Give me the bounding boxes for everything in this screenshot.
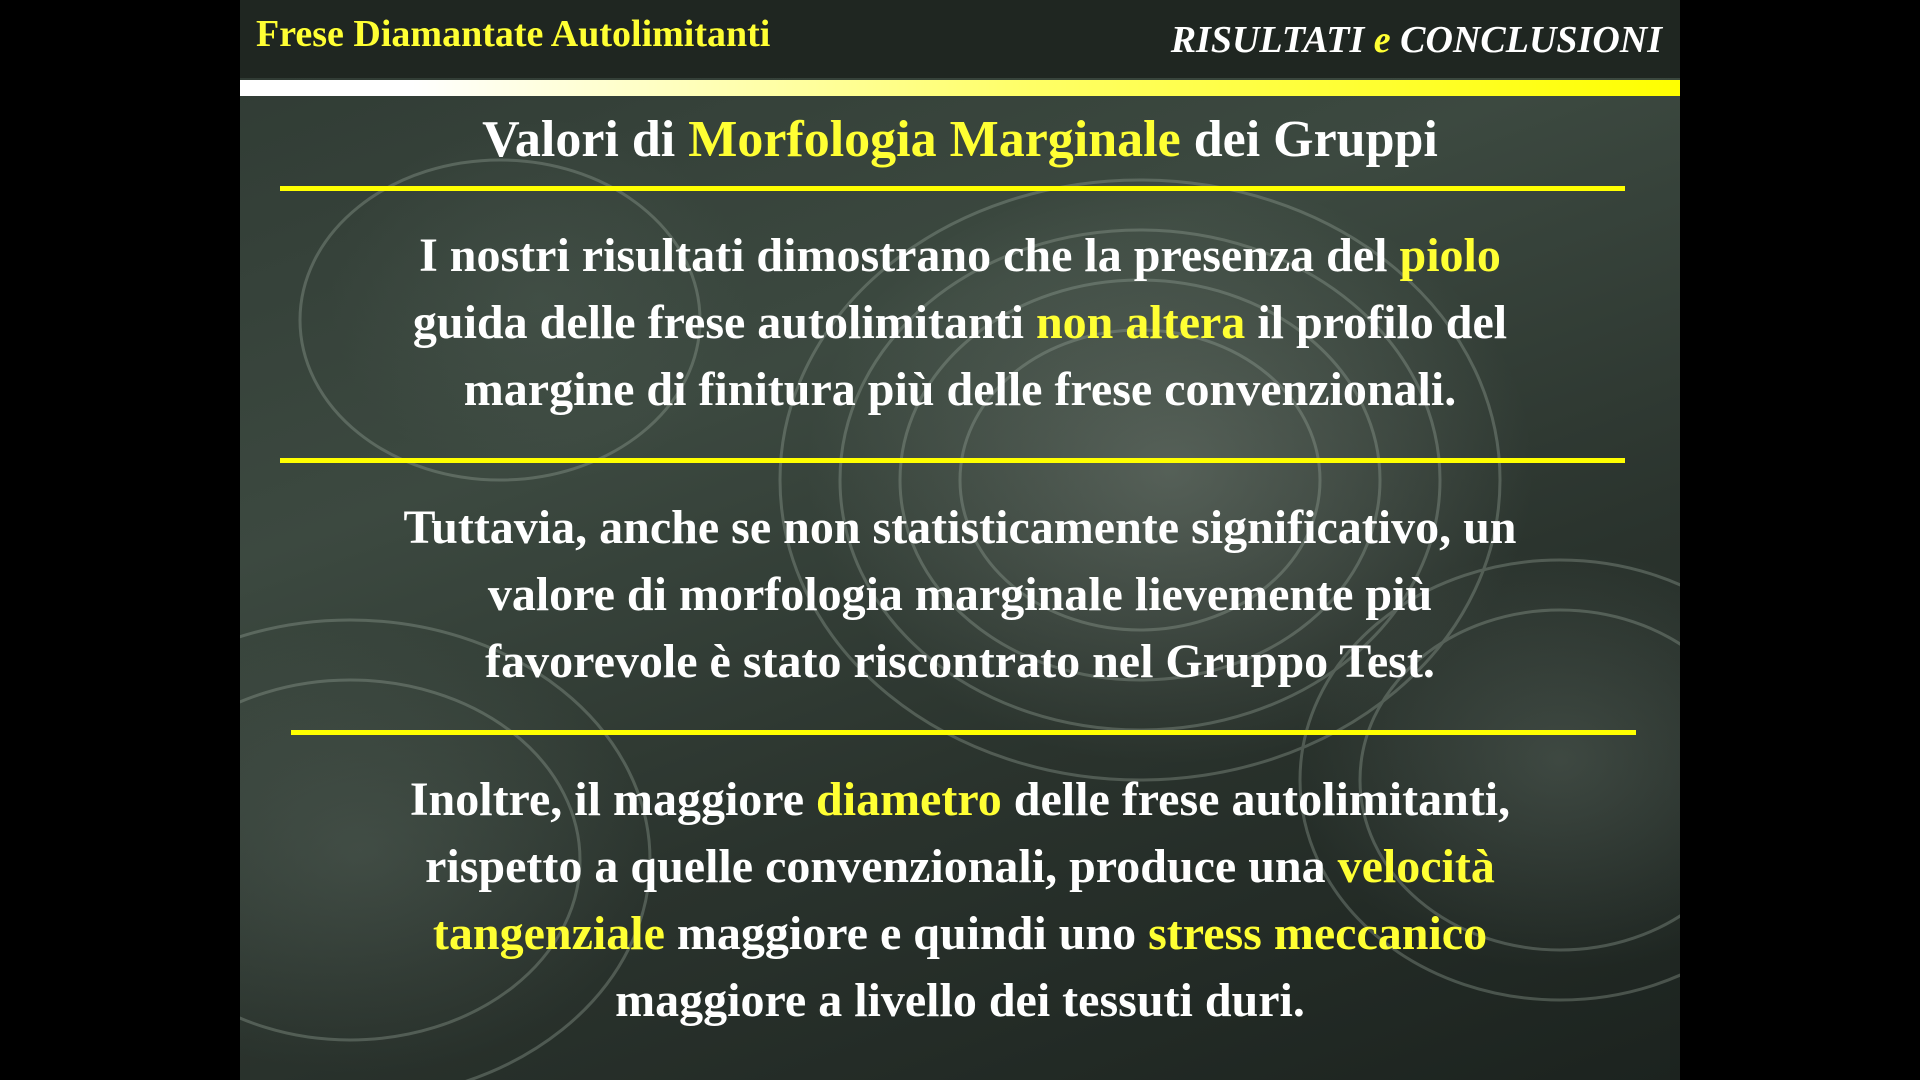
title-pre: Valori di bbox=[482, 111, 676, 168]
p1-l1-text: I nostri risultati dimostrano che la presenza del bbox=[419, 229, 1388, 282]
header-band bbox=[240, 0, 1680, 78]
paragraph-3 bbox=[280, 766, 1640, 1034]
header-gradient-bar bbox=[240, 80, 1680, 96]
divider-rule-3 bbox=[291, 730, 1636, 735]
p1-l2-text-c: il profilo del bbox=[1257, 296, 1508, 349]
p3-l3-text-b: maggiore e quindi uno bbox=[676, 907, 1137, 960]
p3-l2-highlight: velocità bbox=[1337, 840, 1495, 893]
p1-l2-highlight: non altera bbox=[1035, 296, 1246, 349]
paragraph-3-line-4: maggiore a livello dei tessuti duri. bbox=[615, 974, 1305, 1027]
header-right-part2: CONCLUSIONI bbox=[1400, 19, 1662, 61]
paragraph-2-line-2: valore di morfologia marginale lievemente più bbox=[487, 568, 1433, 621]
paragraph-2 bbox=[280, 494, 1640, 695]
paragraph-1 bbox=[280, 222, 1640, 423]
paragraph-2-line-3: favorevole è stato riscontrato nel Gruppo Test. bbox=[485, 635, 1435, 688]
divider-rule-1 bbox=[280, 186, 1625, 191]
paragraph-1-line-1 bbox=[280, 222, 1640, 289]
p1-l2-text-a: guida delle frese autolimitanti bbox=[412, 296, 1024, 349]
slide-title bbox=[240, 110, 1680, 169]
p3-l1-text-a: Inoltre, il maggiore bbox=[409, 773, 805, 826]
paragraph-3-line-1 bbox=[280, 766, 1640, 833]
p3-l2-text-a: rispetto a quelle convenzionali, produce una bbox=[425, 840, 1326, 893]
paragraph-3-line-3 bbox=[280, 900, 1640, 967]
p1-l1-highlight: piolo bbox=[1399, 229, 1501, 282]
header-right-title bbox=[1171, 18, 1662, 62]
p3-l3-highlight-c: stress meccanico bbox=[1148, 907, 1488, 960]
p3-l1-text-c: delle frese autolimitanti, bbox=[1013, 773, 1511, 826]
paragraph-3-line-2 bbox=[280, 833, 1640, 900]
paragraph-1-line-2 bbox=[280, 289, 1640, 356]
header-left-title: Frese Diamantate Autolimitanti bbox=[256, 13, 771, 55]
header-right-conjunction: e bbox=[1373, 19, 1391, 61]
title-highlight: Morfologia Marginale bbox=[688, 111, 1181, 168]
slide bbox=[240, 0, 1680, 1080]
paragraph-2-line-1: Tuttavia, anche se non statisticamente significativo, un bbox=[403, 501, 1517, 554]
header-right-part1: RISULTATI bbox=[1170, 19, 1365, 61]
paragraph-1-line-3: margine di finitura più delle frese convenzionali. bbox=[463, 363, 1457, 416]
divider-rule-2 bbox=[280, 458, 1625, 463]
p3-l3-highlight-a: tangenziale bbox=[432, 907, 665, 960]
p3-l1-highlight: diametro bbox=[816, 773, 1002, 826]
title-post: dei Gruppi bbox=[1193, 111, 1438, 168]
